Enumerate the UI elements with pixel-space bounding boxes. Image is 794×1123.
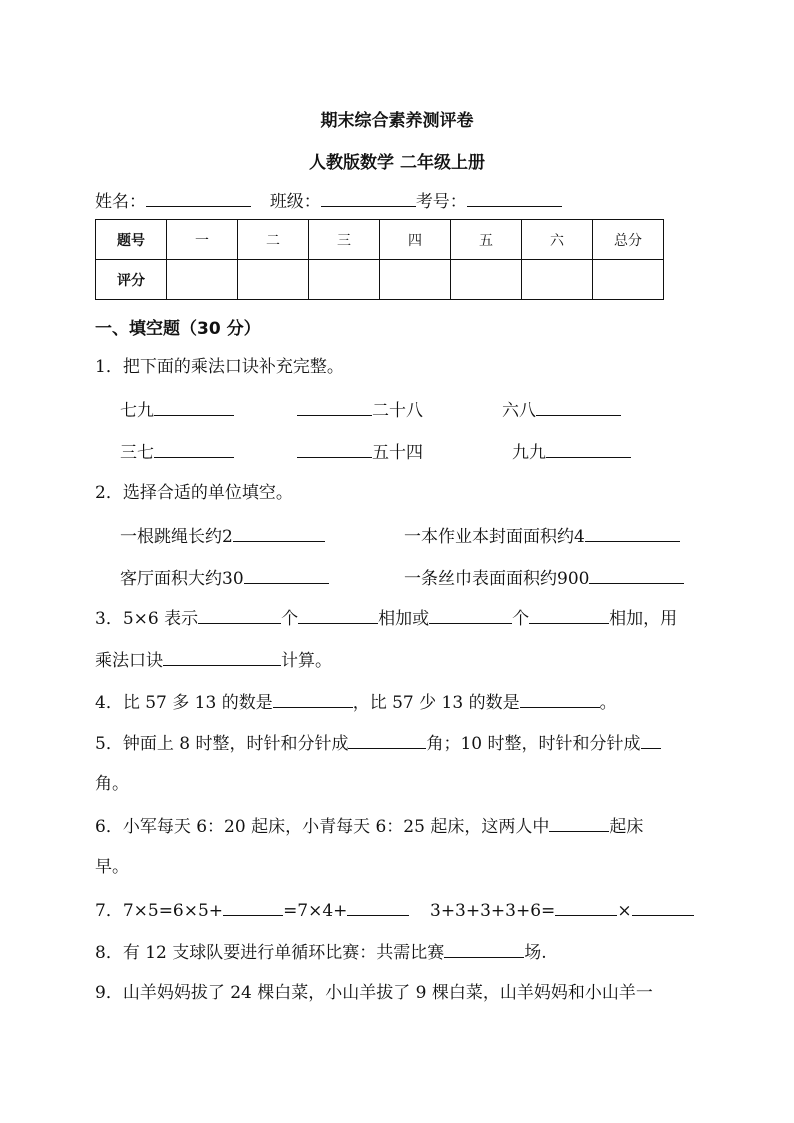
name-label: 姓名： [95,192,146,212]
q1-item-b: 二十八 [297,398,423,422]
question-4: 4．比 57 多 13 的数是 ，比 57 少 13 的数是 。 [95,690,617,714]
q3-blank-1[interactable] [198,606,281,624]
q3-blank-2[interactable] [298,606,378,624]
score-row-label: 评分 [96,260,167,300]
score-header-cell: 六 [522,220,593,260]
question-6-line-2: 早。 [95,857,129,877]
question-7-part-2: 3+3+3+3+6= × [430,898,694,922]
q6-blank[interactable] [549,814,609,832]
question-5-line-2: 角。 [95,774,129,794]
question-7: 7．7×5=6×5+ =7×4+ [95,898,409,922]
score-header-cell: 一 [167,220,238,260]
score-cell[interactable] [167,260,238,300]
page-subtitle: 人教版数学 二年级上册 [309,153,485,173]
q1-item-c: 六八 [502,398,621,422]
score-cell[interactable] [593,260,664,300]
q2-blank-c[interactable] [244,566,329,584]
id-label: 考号： [415,192,467,212]
score-value-row [96,260,664,300]
question-5-line-1: 5．钟面上 8 时整，时针和分针成 角；10 时整，时针和分针成 [95,731,661,755]
score-cell[interactable] [238,260,309,300]
score-header-row [96,220,664,260]
q4-blank-2[interactable] [520,690,600,708]
score-header-cell: 总分 [593,220,664,260]
q5-blank-1[interactable] [348,731,426,749]
q7-blank-1[interactable] [223,898,283,916]
q2-blank-b[interactable] [585,524,680,542]
score-header-cell: 二 [238,220,309,260]
score-table [95,219,664,300]
question-3-line-2: 乘法口诀 计算。 [95,648,332,672]
q2-blank-a[interactable] [233,524,325,542]
q4-blank-1[interactable] [273,690,353,708]
q7-blank-2[interactable] [347,898,409,916]
q1-blank-c[interactable] [536,398,621,416]
q1-blank-a[interactable] [154,398,234,416]
question-9: 9．山羊妈妈拔了 24 棵白菜，小山羊拔了 9 棵白菜，山羊妈妈和小山羊一 [95,983,653,1003]
q1-item-e: 五十四 [297,440,423,464]
class-label: 班级： [269,192,321,212]
question-8: 8．有 12 支球队要进行单循环比赛：共需比赛 场. [95,940,547,964]
q3-blank-5[interactable] [163,648,281,666]
q1-blank-e[interactable] [297,440,372,458]
q1-item-d: 三七 [120,440,234,464]
class-blank[interactable] [321,189,416,207]
score-cell[interactable] [380,260,451,300]
score-header-cell: 三 [309,220,380,260]
q2-item-a: 一根跳绳长约2 [120,524,325,548]
id-blank[interactable] [467,189,562,207]
score-cell[interactable] [451,260,522,300]
page-title: 期末综合素养测评卷 [320,111,474,131]
q1-blank-f[interactable] [546,440,631,458]
score-cell[interactable] [309,260,380,300]
q7-blank-4[interactable] [632,898,694,916]
q1-item-f: 九九 [512,440,631,464]
question-6-line-1: 6．小军每天 6：20 起床，小青每天 6：25 起床，这两人中 起床 [95,814,643,838]
student-info-row [95,189,562,213]
q7-blank-3[interactable] [555,898,617,916]
score-cell[interactable] [522,260,593,300]
question-1: 1．把下面的乘法口诀补充完整。 [95,357,344,377]
q1-blank-b[interactable] [297,398,372,416]
q3-blank-4[interactable] [529,606,609,624]
question-2: 2．选择合适的单位填空。 [95,483,293,503]
score-header-cell: 四 [380,220,451,260]
section-heading: 一、填空题（30 分） [95,319,261,339]
q5-blank-2[interactable] [641,731,661,749]
question-3-line-1: 3．5×6 表示 个 相加或 个 相加，用 [95,606,677,630]
q2-item-c: 客厅面积大约30 [120,566,329,590]
q2-item-b: 一本作业本封面面积约4 [404,524,680,548]
q3-blank-3[interactable] [429,606,512,624]
name-blank[interactable] [146,189,251,207]
q1-blank-d[interactable] [154,440,234,458]
score-header-cell: 五 [451,220,522,260]
score-header-cell: 题号 [96,220,167,260]
q2-item-d: 一条丝巾表面面积约900 [404,566,684,590]
q8-blank[interactable] [444,940,524,958]
q2-blank-d[interactable] [589,566,684,584]
q1-item-a: 七九 [120,398,234,422]
